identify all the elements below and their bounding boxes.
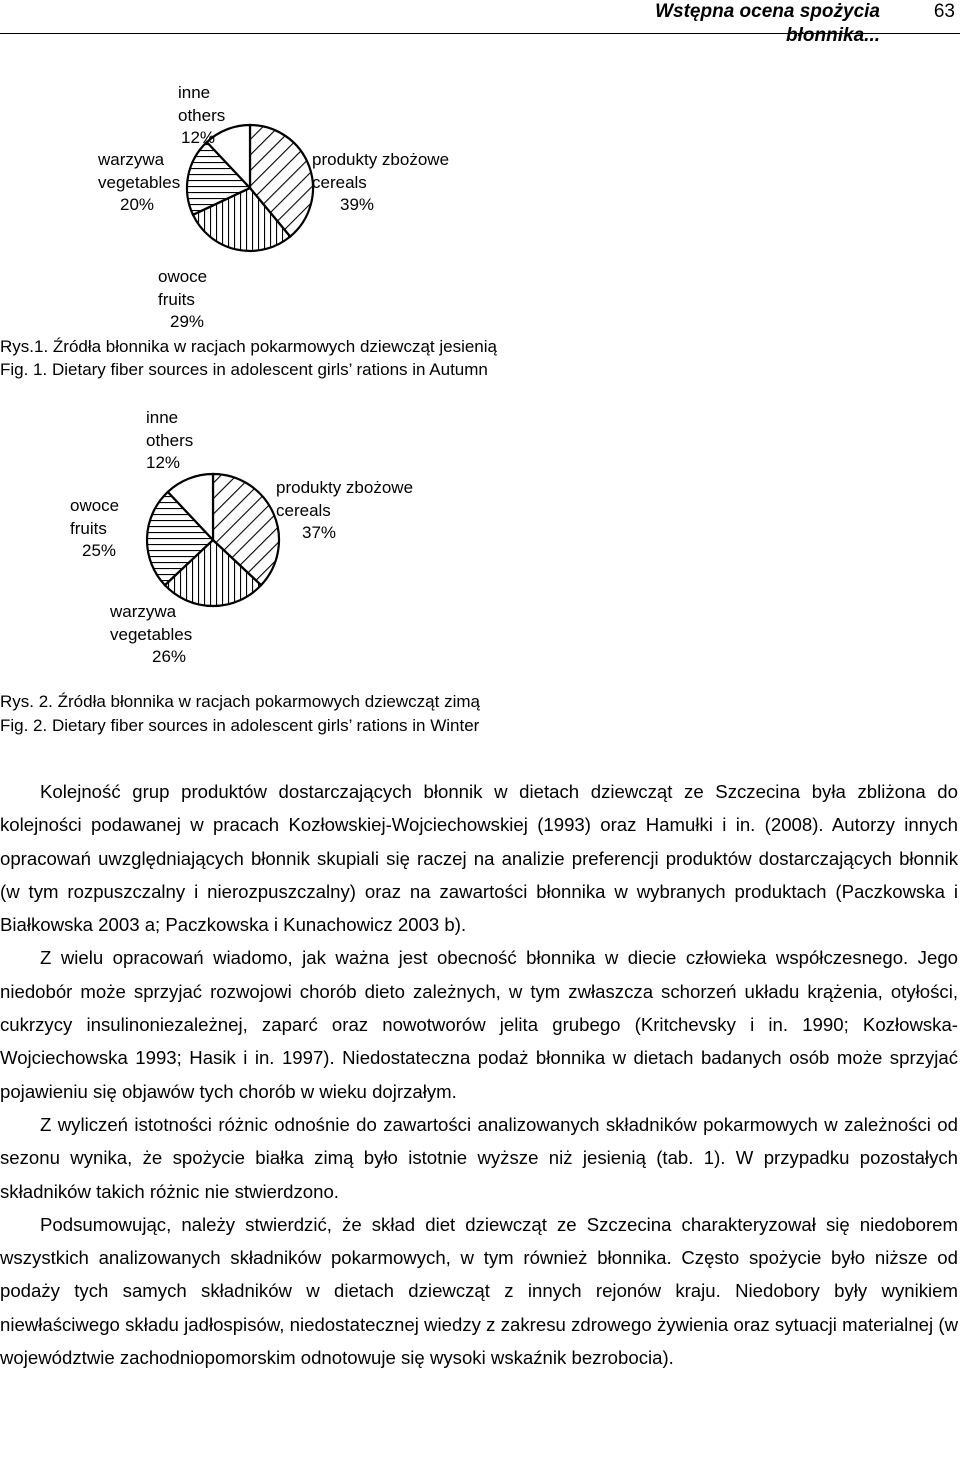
label-fruits (70, 495, 119, 563)
label-percent: 37% (302, 523, 337, 542)
body-text (0, 775, 958, 1374)
label-percent: 39% (340, 195, 375, 214)
figure-caption-pl: Rys.1. Źródła błonnika w racjach pokarmowych dziewcząt jesienią (0, 337, 497, 356)
label-en: cereals (276, 500, 331, 520)
paragraph: Kolejność grup produktów dostarczających błonnik w dietach dziewcząt ze Szczecina była zbliżona do kolejności podawanej w pracach Kozłowskiej-Wojciechowskiej (1993) oraz Hamułki i in. (2008). Autorzy innych opracowań uwzględniających błonnik skupiali się raczej na analizie preferencji produktów dostarczających błonnik (w tym rozpuszczalny i nierozpuszczalny) oraz na zawartości błonnika w wybranych produktach (Paczkowska i Białkowska 2003 a; Paczkowska i Kunachowicz 2003 b). (0, 781, 958, 936)
label-pl: inne (146, 408, 179, 427)
figure-caption-en: Fig. 2. Dietary fiber sources in adolescent girls’ rations in Winter (0, 716, 480, 735)
label-pl: produkty zbożowe (312, 150, 450, 169)
label-percent: 25% (82, 541, 117, 560)
label-percent: 29% (170, 312, 205, 331)
page-number: 63 (933, 1, 955, 22)
paragraph: Z wielu opracowań wiadomo, jak ważna jest obecność błonnika w diecie człowieka współczesnego. Jego niedobór może sprzyjać rozwojowi chorób dieto zależnych, w tym zwłaszcza schorzeń układu krążenia, otyłości, cukrzycy insulinoniezależnej, zaparć oraz nowotworów jelita grubego (Kritchevsky i in. 1990; Kozłowska-Wojciechowska 1993; Hasik i in. 1997). Niedostateczna podaż błonnika w dietach badanych osób może sprzyjać pojawieniu się objawów tych chorób w wieku dojrzałym. (0, 947, 958, 1102)
label-en: others (146, 430, 194, 450)
label-cereals (276, 477, 413, 545)
figure-caption-en: Fig. 1. Dietary fiber sources in adolescent girls’ rations in Autumn (0, 360, 488, 379)
label-pl: inne (178, 83, 211, 102)
label-en: fruits (70, 518, 107, 538)
label-pl: warzywa (110, 602, 177, 621)
label-fruits (158, 266, 207, 334)
label-others (178, 82, 225, 150)
label-en: others (178, 105, 226, 125)
label-percent: 12% (181, 128, 216, 147)
running-title: Wstępna ocena spożycia błonnika... (655, 1, 880, 46)
label-en: vegetables (98, 172, 181, 192)
label-percent: 26% (152, 647, 187, 666)
label-pl: produkty zbożowe (276, 478, 414, 497)
label-vegetables (110, 601, 192, 669)
label-pl: owoce (158, 267, 208, 286)
paragraph: Z wyliczeń istotności różnic odnośnie do zawartości analizowanych składników pokarmowych w zależności od sezonu wynika, że spożycie białka zimą było istotnie wyższe niż jesienią (tab. 1). W przypadku pozostałych składników takich różnic nie stwierdzono. (0, 1113, 958, 1202)
label-cereals (312, 149, 449, 217)
label-others (146, 407, 193, 475)
label-vegetables (98, 149, 180, 217)
label-pl: owoce (70, 496, 120, 515)
figure-caption-pl: Rys. 2. Źródła błonnika w racjach pokarmowych dziewcząt zimą (0, 692, 480, 711)
label-percent: 20% (120, 195, 155, 214)
label-percent: 12% (146, 453, 181, 472)
label-en: cereals (312, 172, 367, 192)
label-pl: warzywa (98, 150, 165, 169)
label-en: fruits (158, 289, 195, 309)
label-en: vegetables (110, 624, 193, 644)
paragraph: Podsumowując, należy stwierdzić, że skład diet dziewcząt ze Szczecina charakteryzował się niedoborem wszystkich analizowanych składników pokarmowych, w tym również błonnika. Często spożycie było niższe od podaży tych samych składników w dietach dziewcząt z innych rejonów kraju. Niedobory były wynikiem niewłaściwego składu jadłospisów, niedostatecznej wiedzy z zakresu zdrowego żywienia oraz sytuacji materialnej (w województwie zachodniopomorskim odnotowuje się wysoki wskaźnik bezrobocia). (0, 1213, 958, 1369)
